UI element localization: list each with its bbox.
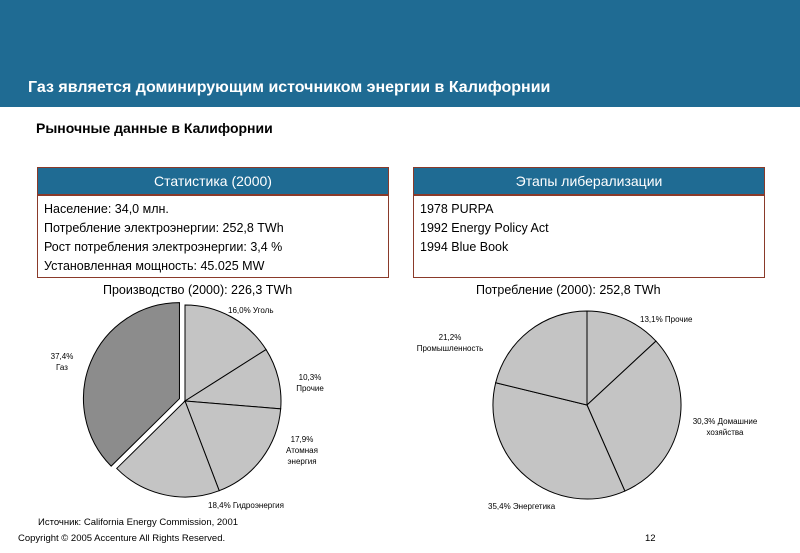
pie-label-0-2: 17,9% Атомная энергия [286,435,318,466]
liberalization-line: 1992 Energy Policy Act [420,221,549,235]
pie-label-0-0: 16,0% Уголь [228,306,274,315]
page-number: 12 [645,533,656,544]
section-subtitle: Рыночные данные в Калифорнии [36,120,273,136]
pie-label-1-2: 35,4% Энергетика [488,502,556,511]
stats-panel-body [37,195,389,278]
pie-label-0-3: 18,4% Гидроэнергия [208,501,284,510]
liberalization-line: 1978 PURPA [420,202,494,216]
consumption-pie-chart [400,298,800,520]
liberalization-panel-body [413,195,765,278]
liberalization-line: 1994 Blue Book [420,240,509,254]
pie-label-0-4: 37,4% Газ [50,352,74,372]
source-note: Источник: California Energy Commission, 2001 [38,517,239,528]
stats-line: Потребление электроэнергии: 252,8 TWh [44,221,284,235]
stats-line: Рост потребления электроэнергии: 3,4 % [44,240,283,254]
stats-line: Население: 34,0 млн. [44,202,169,216]
pie-label-1-3: 21,2% Промышленность [416,333,484,353]
page-title: Газ является доминирующим источником энергии в Калифорнии [28,79,551,96]
copyright: Copyright © 2005 Accenture All Rights Reserved. [18,533,226,544]
pie-label-1-1: 30,3% Домашние хозяйства [692,417,758,437]
liberalization-panel-header: Этапы либерализации [413,167,765,195]
stats-panel-header: Статистика (2000) [37,167,389,195]
consumption-chart-title: Потребление (2000): 252,8 TWh [476,283,661,297]
pie-label-0-1: 10,3% Прочие [296,373,324,393]
pie-label-1-0: 13,1% Прочие [640,315,693,324]
production-chart-title: Производство (2000): 226,3 TWh [103,283,293,297]
stats-line: Установленная мощность: 45.025 MW [44,259,265,273]
production-pie-chart [0,298,400,520]
